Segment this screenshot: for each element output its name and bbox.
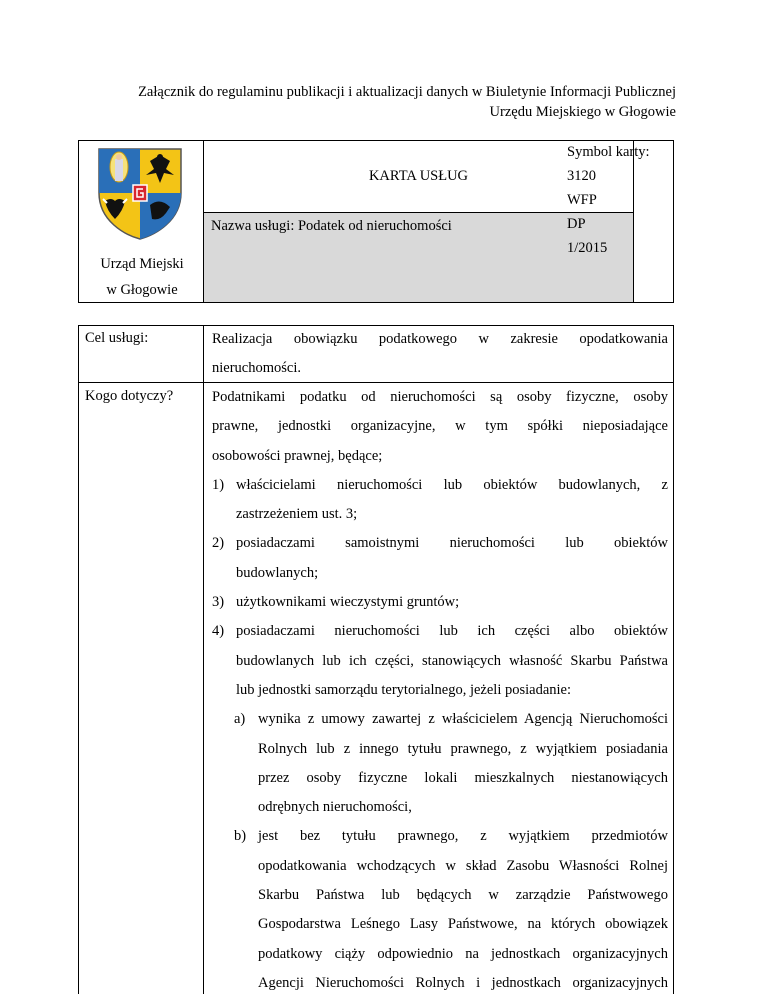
sub-item-line: Agencji Nieruchomości Rolnych i jednostkach organizacyjnych — [258, 974, 668, 991]
who-label: Kogo dotyczy? — [85, 388, 174, 404]
office-name-line2: w Głogowie — [106, 282, 178, 298]
service-name: Nazwa usługi: Podatek od nieruchomości — [211, 218, 452, 234]
symbol-value-1: 3120 — [567, 168, 596, 184]
service-details-table — [78, 325, 674, 994]
symbol-value-2: WFP — [567, 192, 597, 208]
sub-item-line: odrębnych nieruchomości, — [258, 799, 412, 816]
sub-item-line: wynika z umowy zawartej z właścicielem Agencją Nieruchomości — [258, 711, 668, 728]
list-item — [212, 588, 668, 617]
label-column — [78, 325, 204, 994]
symbol-label: Symbol karty: — [567, 144, 650, 160]
sub-item-line: Skarbu Państwa lub będących w zarządzie Państwowego — [258, 887, 668, 904]
goal-label: Cel usługi: — [85, 330, 149, 346]
sub-item-a — [212, 705, 668, 822]
list-item-line: budowlanych; — [236, 564, 319, 581]
sub-item-line: przez osoby fizyczne lokali mieszkalnych niestanowiących — [258, 769, 668, 786]
attachment-note — [138, 82, 676, 122]
list-item-line: lub jednostki samorządu terytorialnego, jeżeli posiadanie: — [236, 681, 572, 698]
who-intro-line1: Podatnikami podatku od nieruchomości są osoby fizyczne, osoby — [212, 389, 668, 405]
who-text — [212, 383, 668, 998]
list-item — [212, 617, 668, 705]
list-item-number: 4) — [212, 623, 225, 640]
office-name-line1: Urząd Miejski — [100, 256, 184, 272]
logo-cell — [78, 140, 204, 303]
list-item — [212, 471, 668, 530]
who-intro-line3: osobowości prawnej, będące; — [212, 447, 383, 464]
symbol-value-4: 1/2015 — [567, 240, 608, 256]
list-item-number: 1) — [212, 476, 225, 493]
list-item-line: posiadaczami nieruchomości lub ich części albo obiektów — [236, 623, 668, 640]
attachment-note-line2: Urzędu Miejskiego w Głogowie — [489, 104, 676, 120]
sub-item-line: podatkowy ciąży odpowiednio na jednostkach organizacyjnych — [258, 945, 668, 962]
list-item-number: 2) — [212, 535, 225, 552]
sub-item-b — [212, 822, 668, 998]
who-intro-line2: prawne, jednostki organizacyjne, w tym spółki nieposiadające — [212, 418, 668, 435]
list-item-line: budowlanych lub ich części, stanowiących własność Skarbu Państwa — [236, 652, 668, 669]
list-item-line: właścicielami nieruchomości lub obiektów budowlanych, z — [236, 476, 668, 493]
list-item-line: posiadaczami samoistnymi nieruchomości lub obiektów — [236, 535, 668, 552]
list-item-line: zastrzeżeniem ust. 3; — [236, 506, 358, 523]
goal-text — [212, 325, 668, 384]
list-item — [212, 529, 668, 588]
symbol-cell — [633, 140, 674, 303]
sub-item-line: opodatkowania wchodzących w skład Zasobu Własności Rolnej — [258, 857, 668, 874]
goal-text-line2: nieruchomości. — [212, 360, 301, 377]
sub-item-line: Rolnych lub z innego tytułu prawnego, z wyjątkiem posiadania — [258, 740, 668, 757]
sub-item-line: Gospodarstwa Leśnego Lasy Państwowe, na których obowiązek — [258, 916, 668, 933]
goal-text-line1: Realizacja obowiązku podatkowego w zakresie opodatkowania — [212, 331, 668, 347]
service-card-header — [78, 140, 674, 303]
card-title: KARTA USŁUG — [368, 168, 469, 184]
list-item-line: użytkownikami wieczystymi gruntów; — [236, 594, 460, 611]
sub-item-letter: a) — [234, 711, 246, 728]
glogow-coat-of-arms-icon — [95, 145, 185, 241]
list-item-number: 3) — [212, 594, 225, 611]
sub-item-letter: b) — [234, 828, 247, 845]
symbol-value-3: DP — [567, 216, 586, 232]
attachment-note-line1: Załącznik do regulaminu publikacji i aktualizacji danych w Biuletynie Informacji Publicznej — [138, 84, 676, 100]
sub-item-line: jest bez tytułu prawnego, z wyjątkiem przedmiotów — [258, 828, 668, 845]
